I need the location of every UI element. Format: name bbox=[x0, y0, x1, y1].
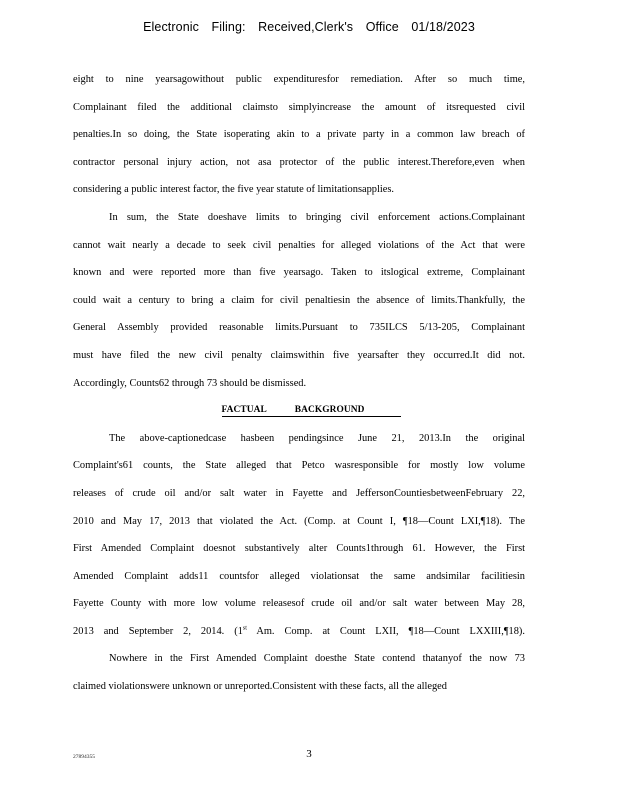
text-line: The above-captionedcase hasbeen pendingsince June 21, 2013.In the original bbox=[109, 432, 525, 444]
section-heading bbox=[73, 397, 525, 425]
text-line: considering a public interest factor, the five year statute of limitationsapplies. bbox=[73, 184, 395, 196]
text-line: Accordingly, Counts62 through 73 should be dismissed. bbox=[73, 377, 307, 389]
text-line: contractor personal injury action, not asa protector of the public interest.Therefore,even when bbox=[73, 156, 525, 168]
text-line: In sum, the State doeshave limits to bringing civil enforcement actions.Complainant bbox=[109, 211, 525, 223]
text-line: Nowhere in the First Amended Complaint doesthe State contend thatanyof the now 73 bbox=[109, 653, 525, 665]
text-line: penalties.In so doing, the State isoperating akin to a private party in a common law breach of bbox=[73, 129, 525, 141]
text-line: must have filed the new civil penalty claimswithin five yearsafter they occurred.It did not. bbox=[73, 349, 525, 361]
text-line: releases of crude oil and/or salt water in Fayette and JeffersonCountiesbetweenFebruary 22, bbox=[73, 487, 525, 499]
text-line: eight to nine yearsagowithout public expendituresfor remediation. After so much time, bbox=[73, 74, 525, 85]
text-line: Amended Complaint adds11 countsfor alleged violationsat the same andsimilar facilitiesin bbox=[73, 570, 525, 582]
page-number: 3 bbox=[306, 748, 312, 760]
text-line: 2010 and May 17, 2013 that violated the Act. (Comp. at Count I, ¶18—Count LXI,¶18). The bbox=[73, 515, 525, 527]
text-line: known and were reported more than five yearsago. Taken to itslogical extreme, Complainant bbox=[73, 267, 525, 279]
filing-stamp-header: Electronic Filing: Received,Clerk's Office 01/18/2023 bbox=[143, 20, 475, 34]
document-id: 27894355 bbox=[73, 754, 95, 760]
text-line: Complainant filed the additional claimsto simplyincrease the amount of itsrequested civil bbox=[73, 101, 525, 113]
text-line: 2013 and September 2, 2014. (1st Am. Comp. at Count LXII, ¶18—Count LXXIII,¶18). bbox=[73, 625, 525, 637]
text-line: could wait a century to bring a claim for civil penaltiesin the absence of limits.Thankfully, the bbox=[73, 294, 525, 306]
text-line: claimed violationswere unknown or unreported.Consistent with these facts, all the alleged bbox=[73, 681, 447, 693]
paragraph-block-after-heading bbox=[73, 425, 525, 701]
text-line: General Assembly provided reasonable limits.Pursuant to 735ILCS 5/13-205, Complainant bbox=[73, 322, 525, 334]
text-line: Complaint's61 counts, the State alleged that Petco wasresponsible for mostly low volume bbox=[73, 460, 525, 472]
text-line: First Amended Complaint doesnot substantively alter Counts1through 61. However, the First bbox=[73, 543, 525, 555]
section-heading-text: FACTUAL BACKGROUND bbox=[222, 404, 401, 417]
paragraph-block-before-heading bbox=[73, 66, 525, 397]
text-line: cannot wait nearly a decade to seek civil penalties for alleged violations of the Act that were bbox=[73, 239, 525, 251]
document-body bbox=[73, 66, 525, 701]
text-line: Fayette County with more low volume releasesof crude oil and/or salt water between May 28, bbox=[73, 598, 525, 610]
